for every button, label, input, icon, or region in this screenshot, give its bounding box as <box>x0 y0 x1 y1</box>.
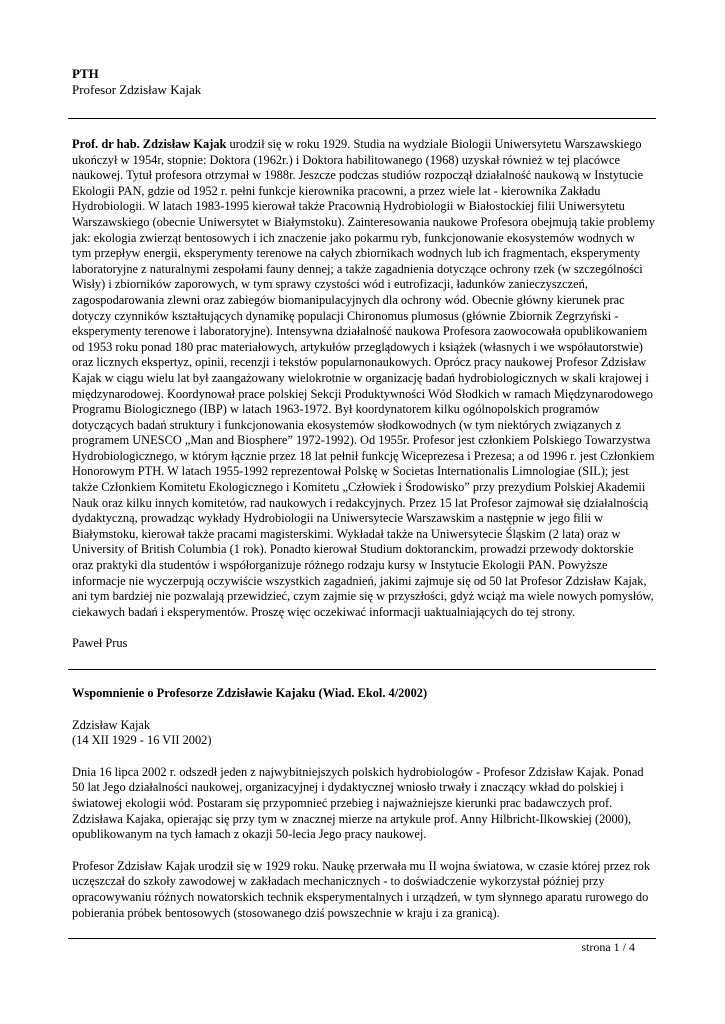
section-divider <box>68 669 656 670</box>
memorial-dates: (14 XII 1929 - 16 VII 2002) <box>72 733 212 748</box>
bio-section <box>72 137 655 652</box>
memorial-paragraph-1: Dnia 16 lipca 2002 r. odszedł jeden z najwybitniejszych polskich hydrobiologów - Profesor Zdzisław Kajak. Ponad 50 lat Jego działalności naukowej, organizacyjnej i dydaktycznej wniosło trwały i znaczący wkład do polskiej i światowej ekologii wód. Postaram się przypomnieć przebieg i najważniejsze kierunki prac badawczych prof. Zdzisława Kajaka, opierając się przy tym w znacznej mierze na artykule prof. Anny Hilbricht-Ilkowskiej (2000), opublikowanym na tych łamach z okazji 50-lecia Jego pracy naukowej. <box>72 764 644 842</box>
bio-lead: Prof. dr hab. Zdzisław Kajak <box>72 137 227 151</box>
memorial-section <box>72 686 655 921</box>
memorial-title: Wspomnienie o Profesorze Zdzisławie Kajaku (Wiad. Ekol. 4/2002) <box>72 686 428 700</box>
bio-author: Paweł Prus <box>72 636 128 651</box>
document-header <box>72 66 655 98</box>
memorial-paragraph-2: Profesor Zdzisław Kajak urodził się w 1929 roku. Naukę przerwała mu II wojna światowa, w czasie której przez rok uczęszczał do szkoły zawodowej w zakładach mechanicznych - to doświadczenie wykorzystał później przy opracowywaniu różnych nowatorskich technik eksperymentalnych i urządzeń, w tym słynnego aparatu rurowego do pobierania próbek bentosowych (stosowanego dziś powszechnie w kraju i za granicą). <box>72 858 651 920</box>
header-divider <box>68 118 656 119</box>
bio-paragraph <box>72 137 655 620</box>
header-title: PTH <box>72 66 99 81</box>
footer-divider <box>68 938 656 939</box>
memorial-name: Zdzisław Kajak <box>72 717 151 732</box>
page-number: strona 1 / 4 <box>581 940 635 954</box>
bio-text: urodził się w roku 1929. Studia na wydziale Biologii Uniwersytetu Warszawskiego ukończył w 1954r, stopnie: Doktora (1962r.) i Doktora habilitowanego (1968) uzyskał również w tej placówce naukowej. Tytuł profesora otrzymał w 1988r. Jeszcze podczas studiów rozpoczął działalność naukową w Instytucie Ekologii PAN, gdzie od 1952 r. pełni funkcje kierownika pracowni, a przez wiele lat - kierownika Zakładu Hydrobiologii. W latach 1983-1995 kierował także Pracownią Hydrobiologii w Białostockiej filii Uniwersytetu Warszawskiego (obecnie Uniwersytet w Białymstoku). Zainteresowania naukowe Profesora obejmują takie problemy jak: ekologia zwierząt bentosowych i ich znaczenie jako pokarmu ryb, funkcjonowanie ekosystemów wodnych w tym przepływ energii, eksperymenty terenowe na całych zbiornikach wodnych lub ich fragmentach, eksperymenty laboratoryjne z naturalnymi zespołami fauny dennej; a także zagadnienia dotyczące ochrony rzek (w szczególności Wisły) i zbiorników zaporowych, w tym sprawy czystości wód i eutrofizacji, ładunków zanieczyszczeń, zagospodarowania zlewni oraz zabiegów biomanipulacyjnych dla ochrony wód. Obecnie główny kierunek prac dotyczy czynników kształtujących dynamikę populacji Chironomus plumosus (głównie Zbiornik Zegrzyński - eksperymenty terenowe i laboratoryjne). Intensywna działalność naukowa Profesora zaowocowała opublikowaniem od 1953 roku ponad 180 prac materiałowych, artykułów przeglądowych i książek (własnych i we współautorstwie) oraz licznych ekspertyz, opinii, recenzji i tekstów popularnonaukowych. Oprócz pracy naukowej Profesor Zdzisław Kajak w ciągu wielu lat był zaangażowany wielokrotnie w organizację badań hydrobiologicznych w skali krajowej i międzynarodowej. Koordynował prace polskiej Sekcji Produktywności Wód Słodkich w ramach Międzynarodowego Programu Biologicznego (IBP) w latach 1963-1972. Był koordynatorem kilku ogólnopolskich programów dotyczących badań struktury i funkcjonowania ekosystemów słodkowodnych (w tym niektórych związanych z programem UNESCO „Man and Biosphere” 1972-1992). Od 1955r. Profesor jest członkiem Polskiego Towarzystwa Hydrobiologicznego, w którym łącznie przez 18 lat pełnił funkcję Wiceprezesa i Prezesa; a od 1996 r. jest Członkiem Honorowym PTH. W latach 1955-1992 reprezentował Polskę w Societas Internationalis Limnologiae (SIL); jest także Członkiem Komitetu Ekologicznego i Komitetu „Człowiek i Środowisko” przy prezydium Polskiej Akademii Nauk oraz kilku innych komitetów, rad naukowych i redakcyjnych. Przez 15 lat Profesor zajmował się działalnością dydaktyczną, prowadząc wykłady Hydrobiologii na Uniwersytecie Warszawskim a następnie w jego filii w Białymstoku, kierował także pracami magisterskimi. Wykładał także na Uniwersytecie Śląskim (2 lata) oraz w University of British Columbia (1 rok). Ponadto kierował Studium doktoranckim, prowadzi przewody doktorskie oraz praktyki dla studentów i współorganizuje różnego rodzaju kursy w Instytucie Ekologii PAN. Powyższe informacje nie wyczerpują oczywiście wszystkich zagadnień, jakimi zajmuje się od 50 lat Profesor Zdzisław Kajak, ani tym bardziej nie pozwalają przewidzieć, czym zajmie się w przyszłości, gdyż wciąż ma wiele nowych pomysłów, ciekawych badań i eksperymentów. Proszę więc oczekiwać informacji uaktualniających do tej strony. <box>72 137 655 619</box>
header-subtitle: Profesor Zdzisław Kajak <box>72 82 202 97</box>
